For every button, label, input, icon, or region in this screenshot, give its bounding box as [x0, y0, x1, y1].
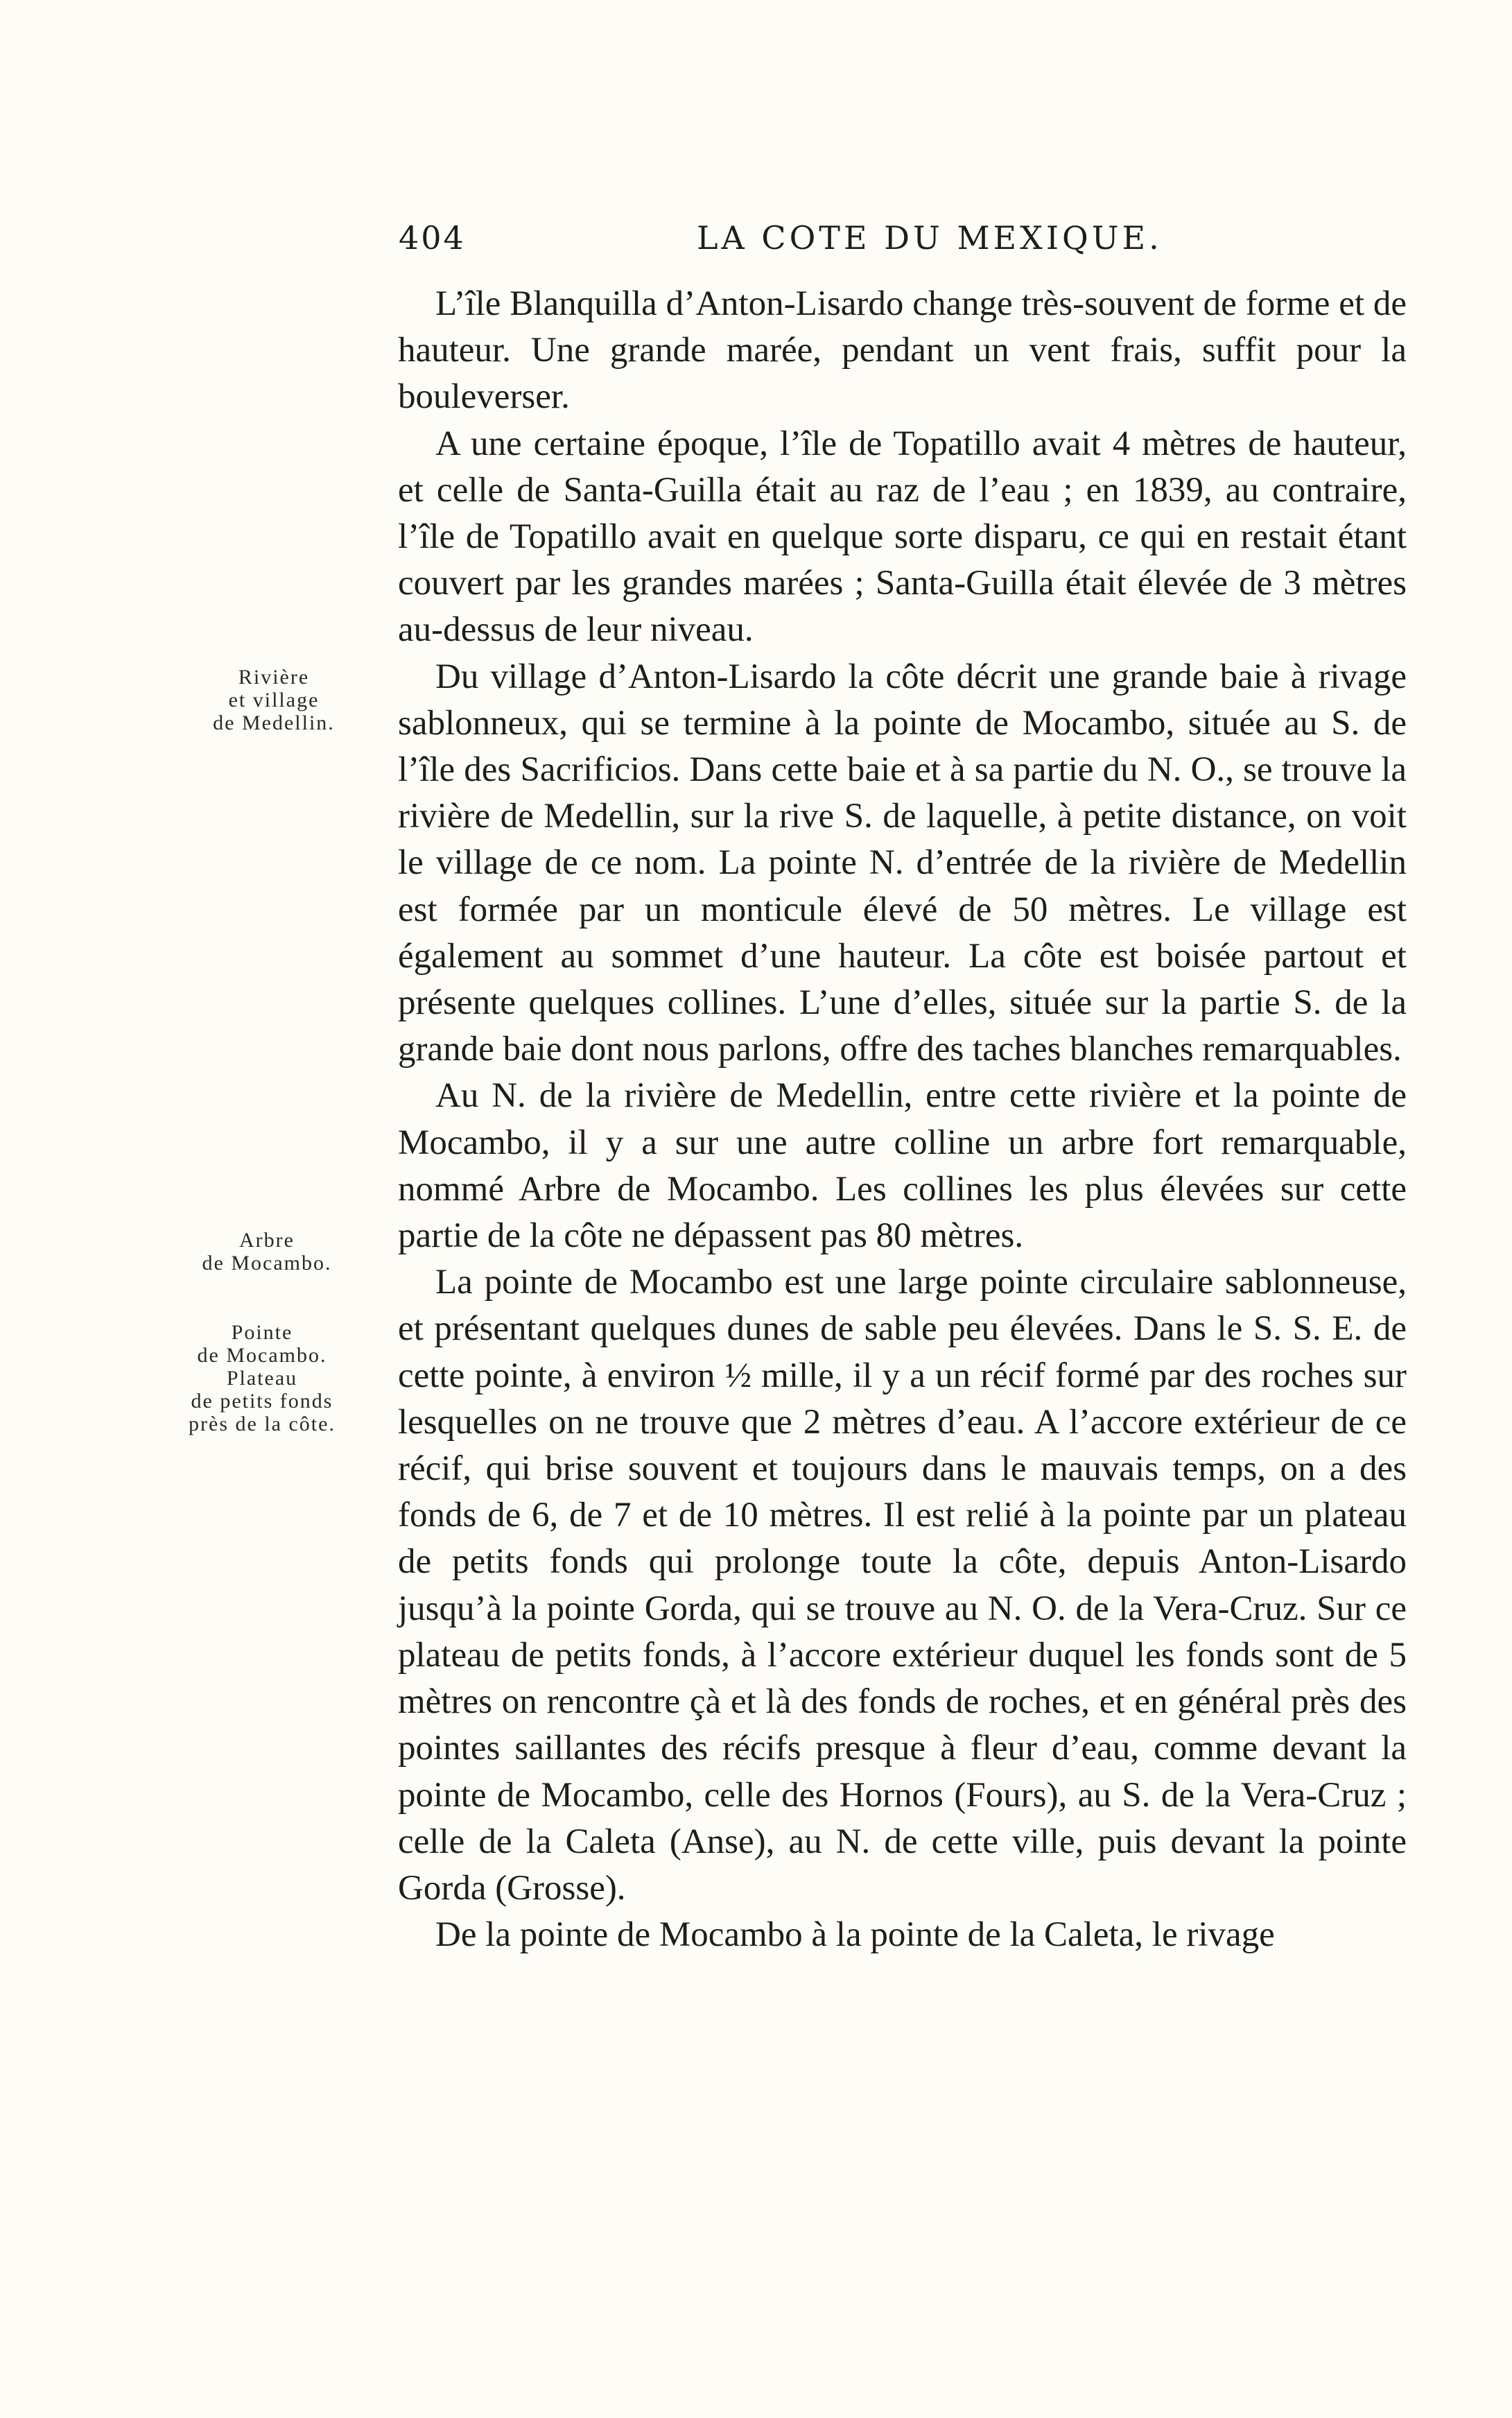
body-text	[398, 281, 1407, 1958]
running-head	[399, 219, 1407, 268]
margin-note-riviere: Rivière et village de Medellin.	[213, 666, 335, 734]
paragraph: L’île Blanquilla d’Anton-Lisardo change très-souvent de forme et de hauteur. Une grande marée, pendant un vent frais, suffit pour la bouleverser.	[398, 284, 1407, 417]
paragraph: A une certaine époque, l’île de Topatillo avait 4 mètres de hauteur, et celle de Santa-Guilla était au raz de l’eau ; en 1839, au contraire, l’île de Topatillo avait en quelque sorte disparu, ce qui en restait étant couvert par les grandes marées ; Santa-Guilla était élevée de 3 mètres au-dessus de leur niveau.	[398, 424, 1407, 650]
margin-note-pointe: Pointe de Mocambo. Plateau de petits fonds près de la côte.	[189, 1321, 336, 1435]
paragraph: Du village d’Anton-Lisardo la côte décrit une grande baie à rivage sablonneux, qui se termine à la pointe de Mocambo, située au S. de l’île des Sacrificios. Dans cette baie et à sa partie du N. O., se trouve la rivière de Medellin, sur la rive S. de laquelle, à petite distance, on voit le village de ce nom. La pointe N. d’entrée de la rivière de Medellin est formée par un monticule élevé de 50 mètres. Le village est également au sommet d’une hauteur. La côte est boisée partout et présente quelques collines. L’une d’elles, située sur la partie S. de la grande baie dont nous parlons, offre des taches blanches remarquables.	[398, 657, 1407, 1069]
margin-note-arbre: Arbre de Mocambo.	[202, 1229, 332, 1275]
paragraph: La pointe de Mocambo est une large pointe circulaire sablonneuse, et présentant quelques dunes de sable peu élevées. Dans le S. S. E. de cette pointe, à environ ½ mille, il y a un récif formé par des roches sur lesquelles on ne trouve que 2 mètres d’eau. A l’accore extérieur de ce récif, qui brise souvent et toujours dans le mauvais temps, on a des fonds de 6, de 7 et de 10 mètres. Il est relié à la pointe par un plateau de petits fonds qui prolonge toute la côte, depuis Anton-Lisardo jusqu’à la pointe Gorda, qui se trouve au N. O. de la Vera-Cruz. Sur ce plateau de petits fonds, à l’accore extérieur duquel les fonds sont de 5 mètres on rencontre çà et là des fonds de roches, et en général près des pointes saillantes des récifs presque à fleur d’eau, comme devant la pointe de Mocambo, celle des Hornos (Fours), au S. de la Vera-Cruz ; celle de la Caleta (Anse), au N. de cette ville, puis devant la pointe Gorda (Grosse).	[398, 1263, 1407, 1908]
running-title: LA COTE DU MEXIQUE.	[697, 219, 1163, 257]
paragraph: Au N. de la rivière de Medellin, entre cette rivière et la pointe de Mocambo, il y a sur une autre colline un arbre fort remarquable, nommé Arbre de Mocambo. Les collines les plus élevées sur cette partie de la côte ne dépassent pas 80 mètres.	[398, 1076, 1407, 1256]
page-number: 404	[399, 219, 466, 257]
paragraph: De la pointe de Mocambo à la pointe de la Caleta, le rivage	[435, 1915, 1275, 1955]
